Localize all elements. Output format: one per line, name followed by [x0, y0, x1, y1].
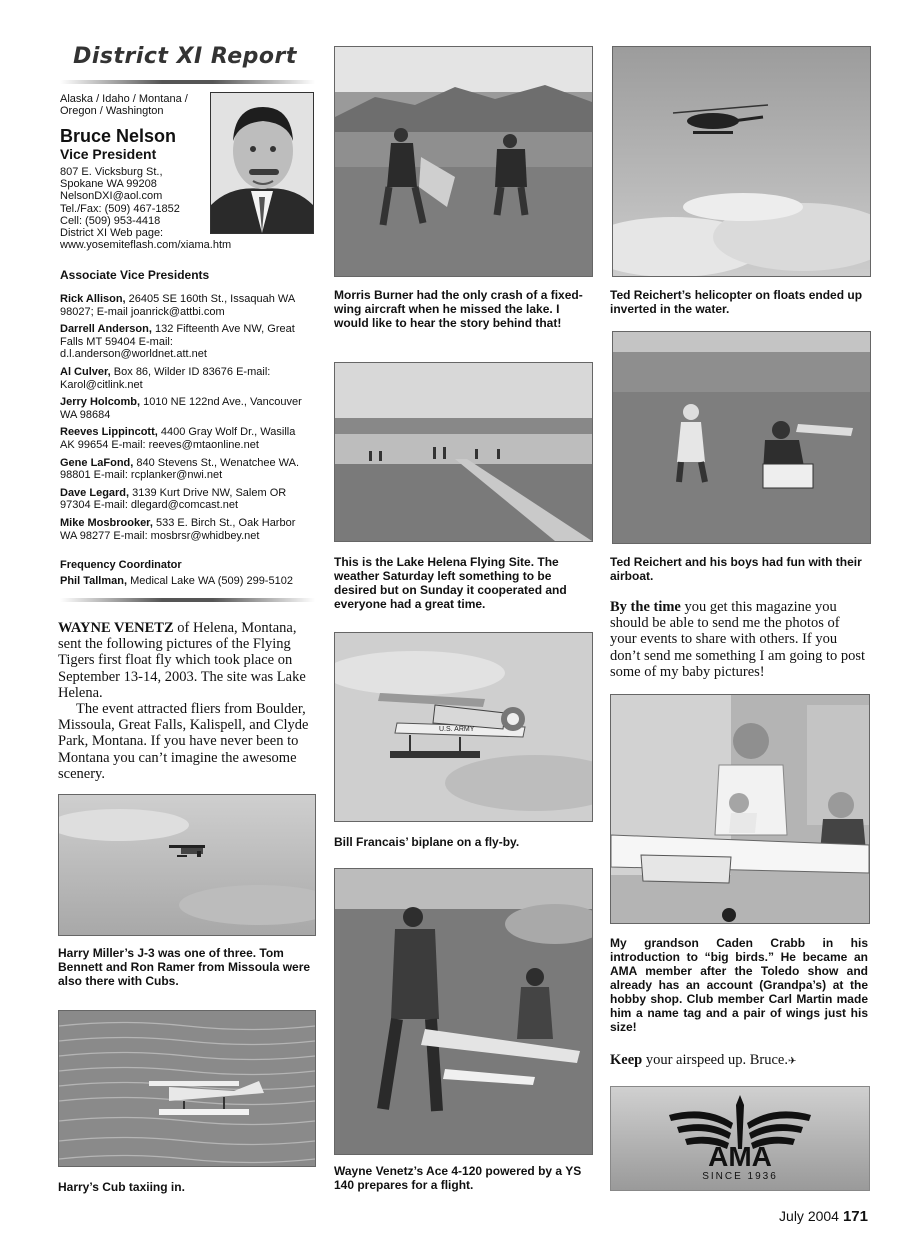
associate-entry [60, 517, 308, 542]
vp-address-line: 807 E. Vicksburg St., [60, 166, 163, 178]
associate-name: Darrell Anderson, [60, 323, 152, 336]
article-intro [58, 620, 310, 782]
article-text: of Helena, Montana, sent the following pictures of the Flying Tigers first float fly which took place on September 13-14, 2003. The site was Lake Helena. [58, 620, 306, 701]
biplane-marking: U.S. ARMY [439, 726, 475, 733]
article-lead: WAYNE VENETZ [58, 620, 174, 636]
article-paragraph [58, 620, 310, 701]
associate-details: 26405 SE 160th St., Issaquah WA 98027; E-mail joanrick@attbi.com [60, 293, 295, 318]
vp-contact [60, 166, 231, 251]
page-number: 171 [842, 1208, 868, 1225]
page-title: District XI Report [73, 44, 297, 69]
article-paragraph [610, 599, 868, 680]
photo-cub-taxiing [58, 1010, 316, 1167]
freq-details: Medical Lake WA (509) 299-5102 [127, 575, 293, 587]
associate-details: Box 86, Wilder ID 83676 E-mail: Karol@citlink.net [60, 365, 271, 391]
ama-logo [610, 1086, 870, 1191]
frequency-heading: Frequency Coordinator [60, 559, 182, 571]
sidebar-divider [60, 598, 315, 602]
caption-lake: This is the Lake Helena Flying Site. The weather Saturday left something to be desired but on Sunday it cooperated and everyone had a great time. [334, 555, 567, 611]
vp-web-link[interactable]: www.yosemiteflash.com/xiama.htm [60, 239, 232, 252]
associate-entry [60, 487, 308, 512]
associate-entry [60, 426, 308, 451]
associate-details: 533 E. Birch St., Oak Harbor WA 98277 E-mail: mosbrsr@whidbey.net [60, 516, 296, 542]
associate-entry [60, 323, 308, 361]
vp-web-label: District XI Web page: [60, 227, 164, 240]
caption-ace: Wayne Venetz’s Ace 4-120 powered by a YS 140 prepares for a flight. [334, 1164, 582, 1192]
paragraph-lead: By the time [610, 599, 681, 615]
paragraph-lead: Keep [610, 1052, 643, 1068]
associate-details: 3139 Kurt Drive NW, Salem OR 97304 E-mail: dlegard@comcast.net [60, 486, 287, 512]
associate-details: 4400 Gray Wolf Dr., Wasilla AK 99654 E-mail: reeves@mtaonline.net [60, 426, 296, 451]
photo-airboat [612, 331, 871, 544]
article-text: your airspeed up. Bruce. [642, 1052, 788, 1068]
associate-name: Rick Allison, [60, 293, 126, 305]
closing-paragraph [610, 599, 868, 680]
photo-helicopter [612, 46, 871, 277]
associate-name: Al Culver, [60, 365, 111, 378]
associate-details: 132 Fifteenth Ave NW, Great Falls MT 59404 E-mail: d.l.anderson@worldnet.att.net [60, 323, 295, 361]
photo-grandson [610, 694, 870, 924]
caption-helicopter: Ted Reichert’s helicopter on floats ended up inverted in the water. [610, 288, 863, 316]
associate-entry [60, 366, 308, 391]
page-footer [779, 1208, 868, 1225]
associate-entry [60, 457, 308, 482]
associate-details: 840 Stevens St., Wenatchee WA. 98801 E-mail: rcplanker@nwi.net [60, 456, 300, 482]
vp-email[interactable]: NelsonDXI@aol.com [60, 190, 163, 203]
photo-j3-flight [58, 794, 316, 936]
title-divider [60, 80, 315, 84]
signoff-paragraph [610, 1052, 868, 1070]
freq-name: Phil Tallman, [60, 575, 128, 587]
article-paragraph [610, 1052, 868, 1070]
photo-biplane [334, 632, 593, 822]
associate-name: Gene LaFond, [60, 456, 134, 469]
district-states: Alaska / Idaho / Montana / Oregon / Washington [60, 93, 188, 117]
associates-list [60, 293, 308, 547]
caption-grandson: My grandson Caden Crabb in his introduction to “big birds.” He became an AMA member after the Toledo show and already has an account (Grandpa’s) at the hobby shop. Club member Carl Martin made him a name tag and a pair of wings just his size! [610, 936, 868, 1034]
caption-j3: Harry Miller’s J-3 was one of three. Tom Bennett and Ron Ramer from Missoula were also there with Cubs. [58, 946, 311, 988]
photo-morris-burner [334, 46, 593, 277]
associate-name: Reeves Lippincott, [60, 426, 158, 439]
caption-airboat: Ted Reichert and his boys had fun with their airboat. [610, 555, 862, 583]
caption-burner: Morris Burner had the only crash of a fixed-wing aircraft when he missed the lake. I would like to hear the story behind that! [334, 288, 583, 330]
photo-ace-4-120 [334, 868, 593, 1155]
issue-date: July 2004 [779, 1208, 839, 1224]
vp-address-line: Spokane WA 99208 [60, 178, 157, 191]
vp-phone: Tel./Fax: (509) 467-1852 [60, 202, 180, 215]
article-text: you get this magazine you should be able to send me the photos of your events to share with others. If you don’t send me something I am going to post some of my baby pictures! [610, 599, 866, 680]
ama-logo-text: AMA [708, 1141, 772, 1172]
vp-title: Vice President [60, 146, 157, 162]
vp-portrait [210, 92, 314, 234]
vp-name: Bruce Nelson [60, 126, 177, 146]
associates-heading: Associate Vice Presidents [60, 268, 210, 282]
ama-since: SINCE 1936 [702, 1171, 778, 1182]
associate-name: Mike Mosbrooker, [60, 516, 153, 529]
photo-lake-helena [334, 362, 593, 542]
associate-details: 1010 NE 122nd Ave., Vancouver WA 98684 [60, 396, 302, 421]
associate-entry [60, 396, 308, 421]
associate-entry [60, 293, 308, 318]
wings-icon: ✈ [787, 1056, 797, 1067]
associate-name: Jerry Holcomb, [60, 396, 141, 409]
frequency-coordinator [60, 575, 293, 587]
caption-biplane: Bill Francais’ biplane on a fly-by. [334, 835, 520, 849]
caption-cub: Harry’s Cub taxiing in. [58, 1180, 185, 1194]
associate-name: Dave Legard, [60, 486, 130, 499]
vp-cell: Cell: (509) 953-4418 [60, 214, 161, 227]
article-paragraph: The event attracted fliers from Boulder, Missoula, Great Falls, Kalispell, and Clyde Park, Montana. If you have never been to Montana you can’t imagine the awesome scenery. [58, 701, 309, 782]
